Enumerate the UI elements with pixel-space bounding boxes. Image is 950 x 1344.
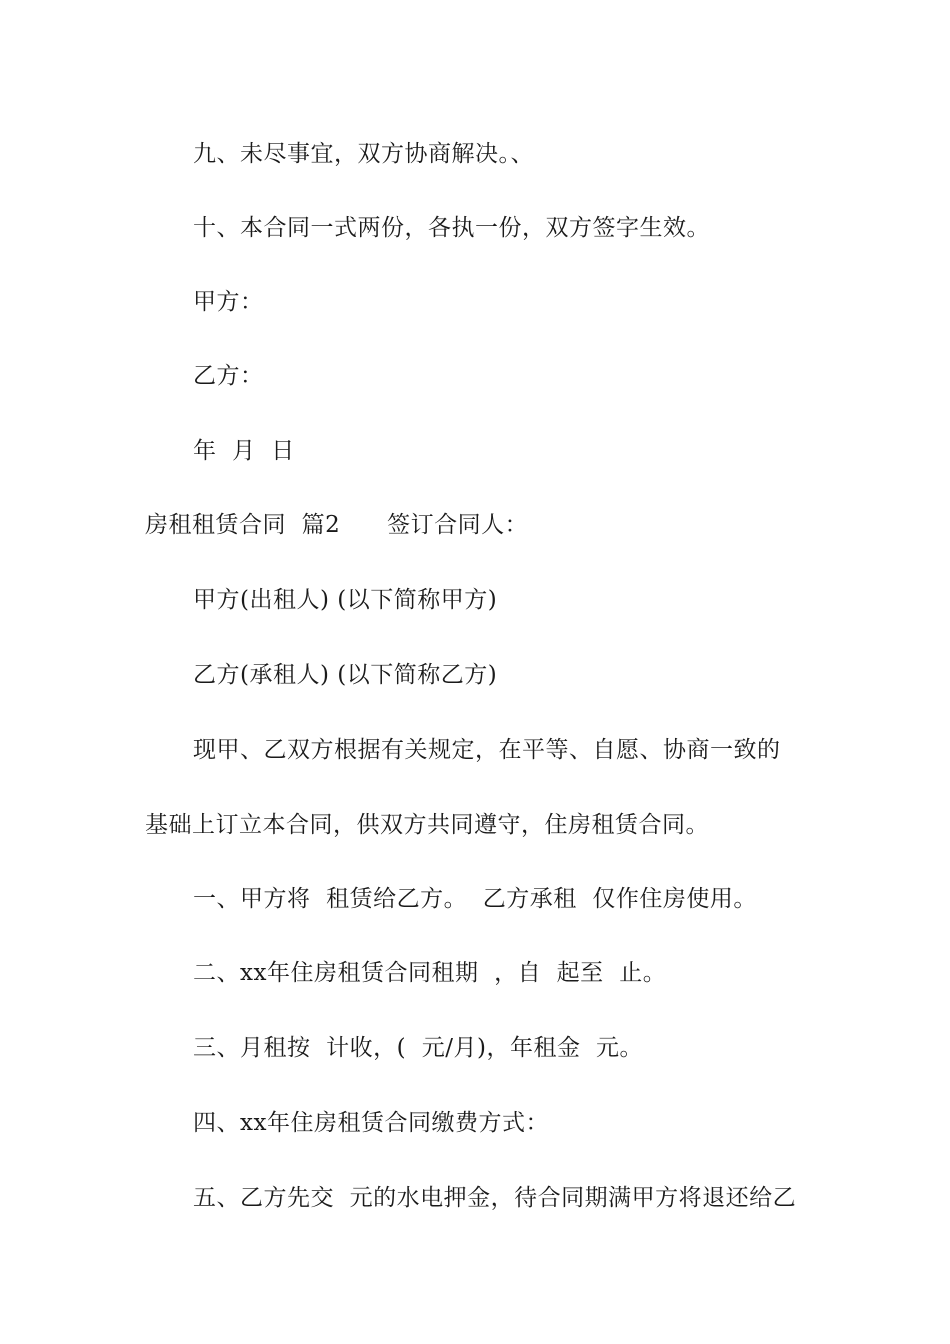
party-a-signature-label: 甲方： <box>193 289 264 315</box>
clause-one: 一、甲方将 租赁给乙方。 乙方承租 仅作住房使用。 <box>193 886 757 912</box>
clause-two: 二、xx年住房租赁合同租期 ，自 起至 止。 <box>193 960 667 986</box>
clause-five: 五、乙方先交 元的水电押金，待合同期满甲方将退还给乙 <box>193 1185 797 1211</box>
party-b-signature-label: 乙方： <box>193 363 264 389</box>
clause-nine: 九、未尽事宜，双方协商解决。、 <box>193 141 534 167</box>
clause-four: 四、xx年住房租赁合同缴费方式： <box>193 1110 549 1136</box>
clause-ten: 十、本合同一式两份，各执一份，双方签字生效。 <box>193 215 710 241</box>
clause-three: 三、月租按 计收，( 元/月)，年租金 元。 <box>193 1035 644 1061</box>
party-b-tenant: 乙方(承租人) (以下简称乙方) <box>193 662 498 688</box>
date-line: 年 月 日 <box>193 438 295 464</box>
party-a-landlord: 甲方(出租人) (以下简称甲方) <box>193 587 498 613</box>
preamble-line-2: 基础上订立本合同，供双方共同遵守，住房租赁合同。 <box>145 812 709 838</box>
section-heading: 房租租赁合同 篇2 签订合同人： <box>145 512 529 538</box>
preamble-line-1: 现甲、乙双方根据有关规定，在平等、自愿、协商一致的 <box>193 737 781 763</box>
